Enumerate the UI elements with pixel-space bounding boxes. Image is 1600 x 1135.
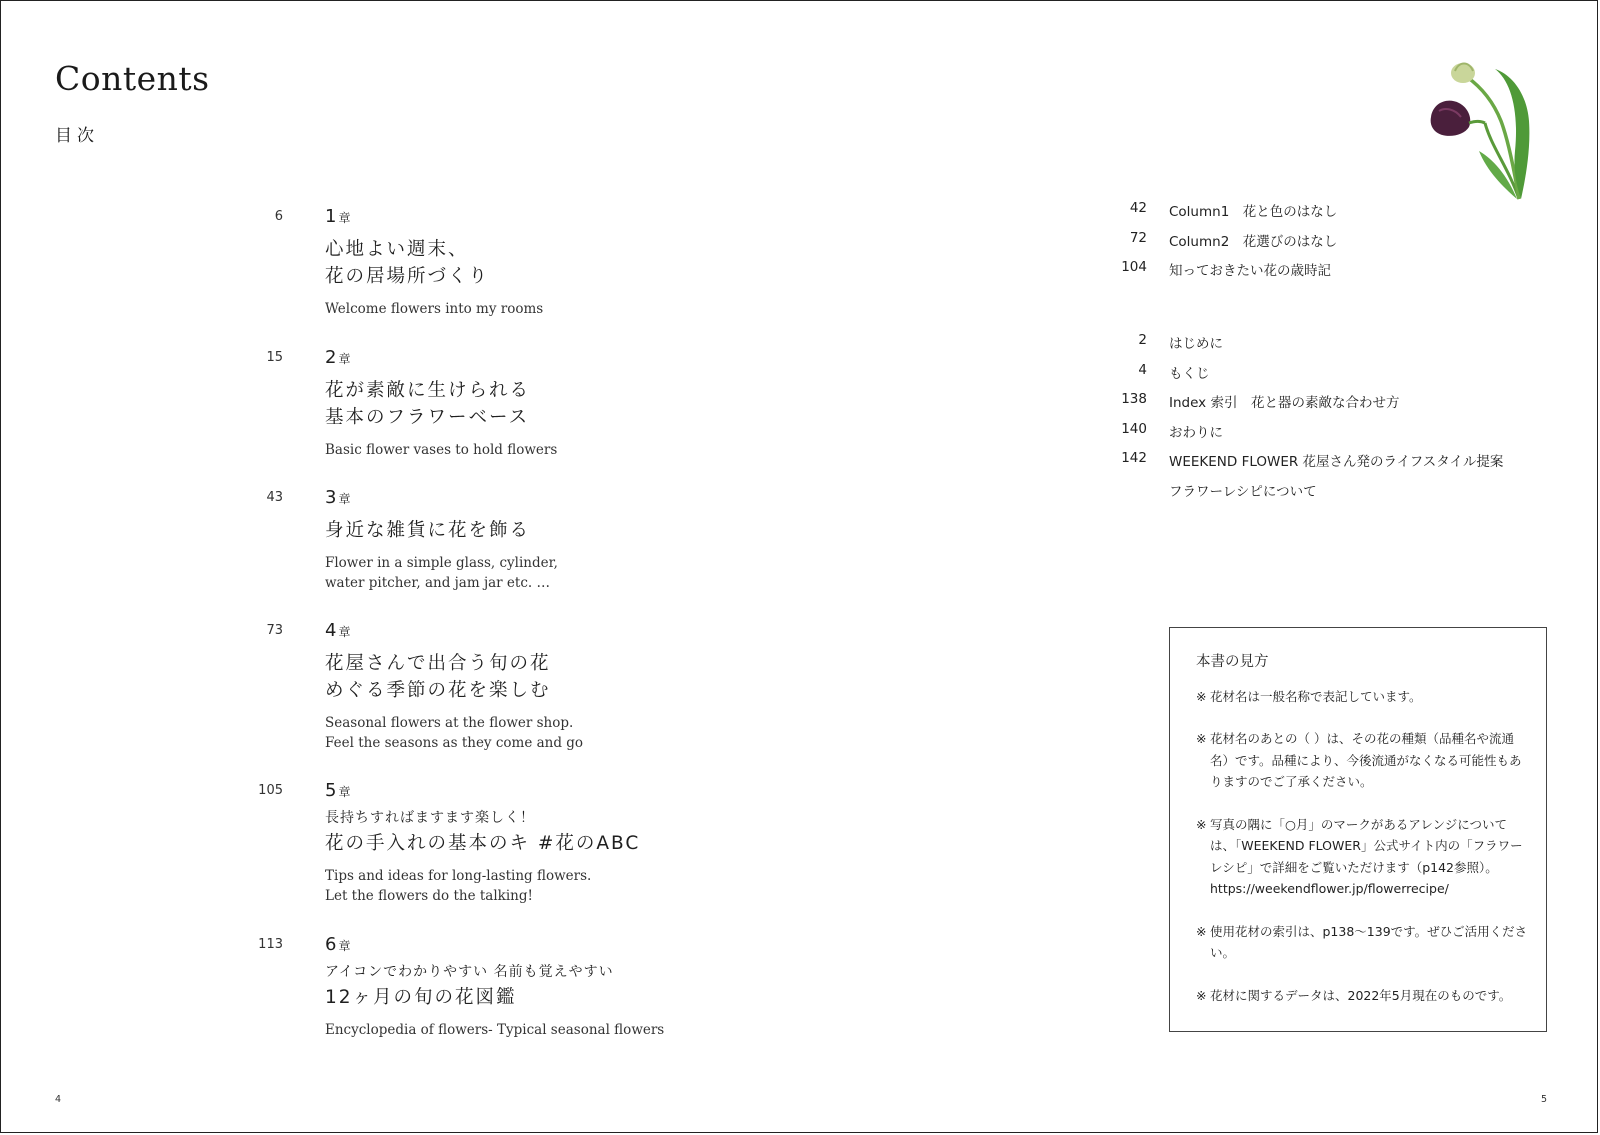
list-page-number: 2 xyxy=(1138,332,1147,348)
page-number-right: 5 xyxy=(1541,1094,1548,1105)
chapter-number: 5 章 xyxy=(325,780,351,801)
guide-note: ※ 写真の隅に「○月」のマークがあるアレンジについては、「WEEKEND FLOWER」公式サイト内の「フラワーレシピ」で詳細をご覧いただけます（p142参照）。https://weekendflower.jp/flowerrecipe/ xyxy=(1196,816,1523,896)
list-label: おわりに xyxy=(1169,424,1223,441)
chapter-page-number: 15 xyxy=(266,350,283,365)
chapter-number: 3 章 xyxy=(325,487,351,508)
chapter-title-en: Seasonal flowers at the flower shop. Feel the seasons as they come and go xyxy=(325,715,584,751)
chapter-title: 花の手入れの基本のキ #花のABC xyxy=(325,833,641,854)
list-page-number: 142 xyxy=(1121,450,1147,466)
guide-box xyxy=(1169,627,1547,1032)
list-label: Column2 花選びのはなし xyxy=(1169,233,1338,250)
chapter-subtitle: 長持ちすればますます楽しく！ xyxy=(325,810,535,826)
list-page-number: 140 xyxy=(1121,420,1147,437)
chapter-title: 心地よい週末、 花の居場所づくり xyxy=(325,239,490,287)
chapter-title-en: Welcome flowers into my rooms xyxy=(325,301,544,317)
chapter-number: 4 章 xyxy=(325,620,351,641)
list-page-number: 138 xyxy=(1121,391,1147,407)
chapter-title-en: Encyclopedia of flowers- Typical seasonal flowers xyxy=(325,1022,665,1038)
list-label: WEEKEND FLOWER 花屋さん発のライフスタイル提案 xyxy=(1169,454,1504,470)
list-label: Index 索引 花と器の素敵な合わせ方 xyxy=(1169,395,1400,411)
chapter-number: 6 章 xyxy=(325,934,351,955)
page-title-ja: 目次 xyxy=(55,126,99,146)
chapter-page-number: 113 xyxy=(258,937,283,952)
chapter-title: 12ヶ月の旬の花図鑑 xyxy=(325,987,517,1008)
chapter-number: 1 章 xyxy=(325,206,351,227)
page-title: Contents xyxy=(55,59,210,98)
chapter-title-en: Basic flower vases to hold flowers xyxy=(325,442,558,458)
list-label: フラワーレシピについて xyxy=(1169,483,1317,500)
list-page-number: 72 xyxy=(1129,229,1147,246)
list-page-number: 104 xyxy=(1121,259,1147,275)
list-page-number: 42 xyxy=(1129,200,1147,216)
chapter-title: 花屋さんで出合う旬の花 めぐる季節の花を楽しむ xyxy=(325,653,551,701)
guide-note: ※ 花材に関するデータは、2022年5月現在のものです。 xyxy=(1196,987,1512,1003)
guide-note: ※ 花材名のあとの（ ）は、その花の種類（品種名や流通名）です。品種により、今後流通がなくなる可能性もありますのでご了承ください。 xyxy=(1196,731,1522,789)
chapter-number: 2 章 xyxy=(325,347,351,368)
page-number-left: 4 xyxy=(55,1094,62,1105)
list-label: Column1 花と色のはなし xyxy=(1169,204,1338,220)
chapter-page-number: 73 xyxy=(266,623,283,638)
list-label: もくじ xyxy=(1169,365,1210,382)
guide-note: ※ 使用花材の索引は、p138〜139です。ぜひご活用ください。 xyxy=(1196,923,1528,960)
chapter-title-en: Tips and ideas for long-lasting flowers. Let the flowers do the talking! xyxy=(325,868,592,904)
tulip-icon xyxy=(1421,51,1551,201)
chapter-page-number: 105 xyxy=(258,783,283,798)
guide-title: 本書の見方 xyxy=(1196,654,1269,670)
list-label: はじめに xyxy=(1169,336,1223,352)
guide-note: ※ 花材名は一般名称で表記しています。 xyxy=(1196,688,1422,704)
chapter-page-number: 6 xyxy=(274,209,283,224)
chapter-subtitle: アイコンでわかりやすい 名前も覚えやすい xyxy=(325,964,614,980)
chapter-page-number: 43 xyxy=(266,490,283,505)
list-page-number: 4 xyxy=(1138,361,1147,378)
chapter-title: 花が素敵に生けられる 基本のフラワーベース xyxy=(325,380,531,428)
chapter-title: 身近な雑貨に花を飾る xyxy=(325,520,531,541)
chapter-title-en: Flower in a simple glass, cylinder, water pitcher, and jam jar etc. … xyxy=(325,555,558,591)
list-label: 知っておきたい花の歳時記 xyxy=(1169,263,1331,279)
